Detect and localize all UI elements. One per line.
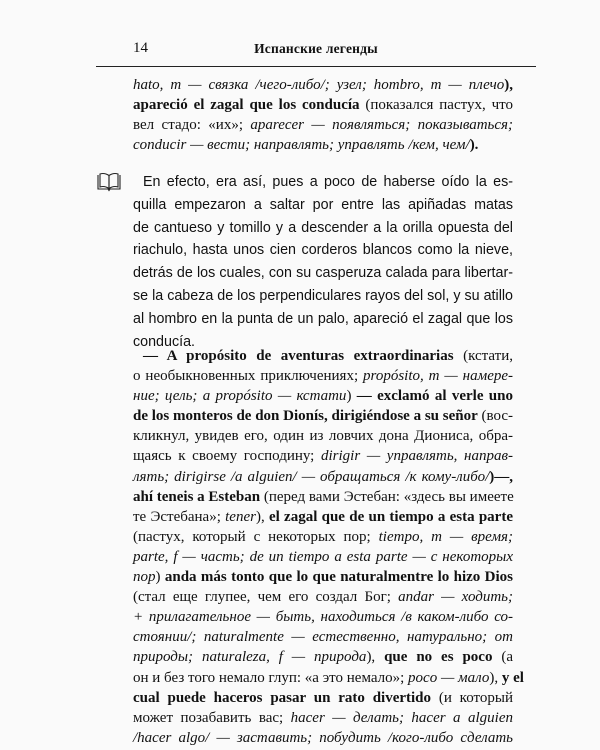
- text-line: [133, 647, 513, 667]
- italic-text: tener: [225, 508, 256, 525]
- italic-text: propósito, m — намере-: [363, 368, 514, 385]
- reading-line: En efecto, era así, pues a poco de haberse oído la es-: [143, 174, 513, 190]
- text-run: о необыкновенных приключениях;: [133, 368, 364, 385]
- italic-text: /hacer algo/ — заставить; побудить /кого-либо сделать: [133, 729, 513, 746]
- text-run: (перед вами Эстебан: «здесь вы имеете: [260, 488, 514, 505]
- text-line: [133, 346, 513, 366]
- bold-text: — A propósito de aventuras extraordinarias: [143, 348, 454, 364]
- text-run: вел стадо: «их»;: [133, 117, 251, 134]
- bold-text: que no es poco: [384, 649, 493, 666]
- bold-text: ).: [469, 137, 479, 154]
- italic-text: parte, f — часть; de un tiempo a esta parte — с некоторых: [133, 548, 513, 565]
- text-line: [133, 75, 513, 95]
- text-line: [133, 688, 513, 708]
- reading-line: quilla empezaron a saltar por entre las apiñadas matas: [133, 196, 513, 213]
- reading-line: se la cabeza de los perpendiculares rayos del sol, y su atillo: [133, 287, 513, 304]
- bold-text: y el: [501, 669, 524, 686]
- text-line: [133, 406, 513, 426]
- reading-paragraph: [133, 171, 513, 353]
- text-run: ),: [489, 669, 502, 686]
- text-line: [133, 547, 513, 567]
- text-line: [133, 708, 513, 728]
- reading-line: riachulo, hasta unos cien corderos blancos como la nieve,: [133, 242, 513, 259]
- text-run: ),: [366, 649, 385, 666]
- italic-text: dirigir — управлять, направ-: [321, 448, 513, 465]
- text-line: [133, 507, 513, 527]
- reading-line: conducía.: [133, 333, 195, 350]
- text-line: [133, 728, 513, 748]
- text-run: (кстати,: [453, 348, 513, 364]
- italic-text: + прилагательное — быть, находиться /в каком-либо со-: [133, 609, 513, 626]
- italic-text: hacer — делать; hacer a alguien: [290, 709, 513, 726]
- text-line: [133, 446, 513, 466]
- text-line: [133, 607, 513, 627]
- text-line: [133, 587, 513, 607]
- text-line: [133, 567, 513, 587]
- bold-text: — exclamó al verle uno: [356, 388, 513, 405]
- text-line: [133, 668, 524, 688]
- text-run: кликнул, увидев его, один из ловчих дона Диониса, обра-: [133, 428, 513, 445]
- reading-line: detrás de los cuales, con su casperuza calada para libertar-: [133, 265, 513, 282]
- italic-text: ние; цель; a propósito — кстати: [133, 388, 347, 405]
- italic-text: hato, m — связка /чего-либо/; узел; hombro, m — плечо: [133, 77, 505, 93]
- bold-text: ),: [504, 77, 513, 93]
- text-run: ): [346, 388, 357, 405]
- text-run: (и который: [431, 689, 513, 706]
- text-line: [133, 487, 513, 507]
- text-run: ),: [255, 508, 269, 525]
- italic-text: природы; naturaleza, f — природа: [133, 649, 367, 666]
- open-book-icon: [96, 172, 122, 192]
- reading-line: al hombro en la punta de un palo, apareció el zagal que los: [133, 310, 513, 327]
- page-number: 14: [133, 40, 148, 56]
- text-run: те Эстебана»;: [133, 508, 226, 525]
- text-line: [133, 115, 513, 135]
- bold-text: cual puede haceros pasar un rato divertido: [133, 689, 432, 706]
- bold-text: anda más tonto que lo que naturalmentre lo hizo Dios: [164, 569, 513, 586]
- page-header: [96, 38, 536, 67]
- italic-text: лять; dirigirse /a alguien/ — обращаться /к кому-либо/: [133, 468, 490, 485]
- text-run: щаясь к своему господину;: [133, 448, 321, 465]
- italic-text: andar — ходить;: [398, 589, 513, 606]
- text-run: он и без того немало глуп: «а это немало»;: [133, 669, 409, 686]
- bold-text: apareció el zagal que los conducía: [133, 97, 360, 114]
- text-line: [133, 627, 513, 647]
- italic-text: poco — мало: [408, 669, 490, 686]
- bold-text: el zagal que de un tiempo a esta parte: [268, 508, 513, 525]
- text-line: [133, 426, 513, 446]
- italic-text: conducir — вести; направлять; управлять /кем, чем/: [133, 137, 470, 154]
- text-line: [133, 386, 513, 406]
- text-run: (а: [492, 649, 514, 666]
- text-line: [133, 527, 513, 547]
- text-run: (пастух, который с некоторых пор;: [133, 528, 379, 545]
- running-title: Испанские легенды: [254, 41, 378, 56]
- commentary-paragraph-1: [133, 75, 513, 155]
- text-run: (стал еще глупее, чем его создал Бог;: [133, 589, 399, 606]
- reading-line: de cantueso y tomillo y a descender a la orilla opuesta del: [133, 219, 513, 236]
- italic-text: tiempo, m — время;: [378, 528, 513, 545]
- italic-text: пор: [133, 569, 156, 586]
- text-run: (вос-: [477, 408, 514, 425]
- text-line: [133, 467, 513, 487]
- text-line: [133, 366, 513, 386]
- commentary-paragraph-2: [133, 346, 524, 748]
- bold-text: )—,: [489, 468, 513, 485]
- italic-text: стоянии/; naturalmente — естественно, натурально; от: [133, 629, 513, 646]
- bold-text: ahí teneis a Esteban: [133, 488, 261, 505]
- italic-text: aparecer — появляться; показываться;: [250, 117, 514, 134]
- text-line: [133, 135, 513, 155]
- text-line: [133, 95, 513, 115]
- text-run: ): [155, 569, 165, 586]
- text-run: (показался пастух, что: [359, 97, 513, 114]
- bold-text: de los monteros de don Dionís, dirigiéndose a su señor: [133, 408, 478, 425]
- text-run: может позабавить вас;: [133, 709, 291, 726]
